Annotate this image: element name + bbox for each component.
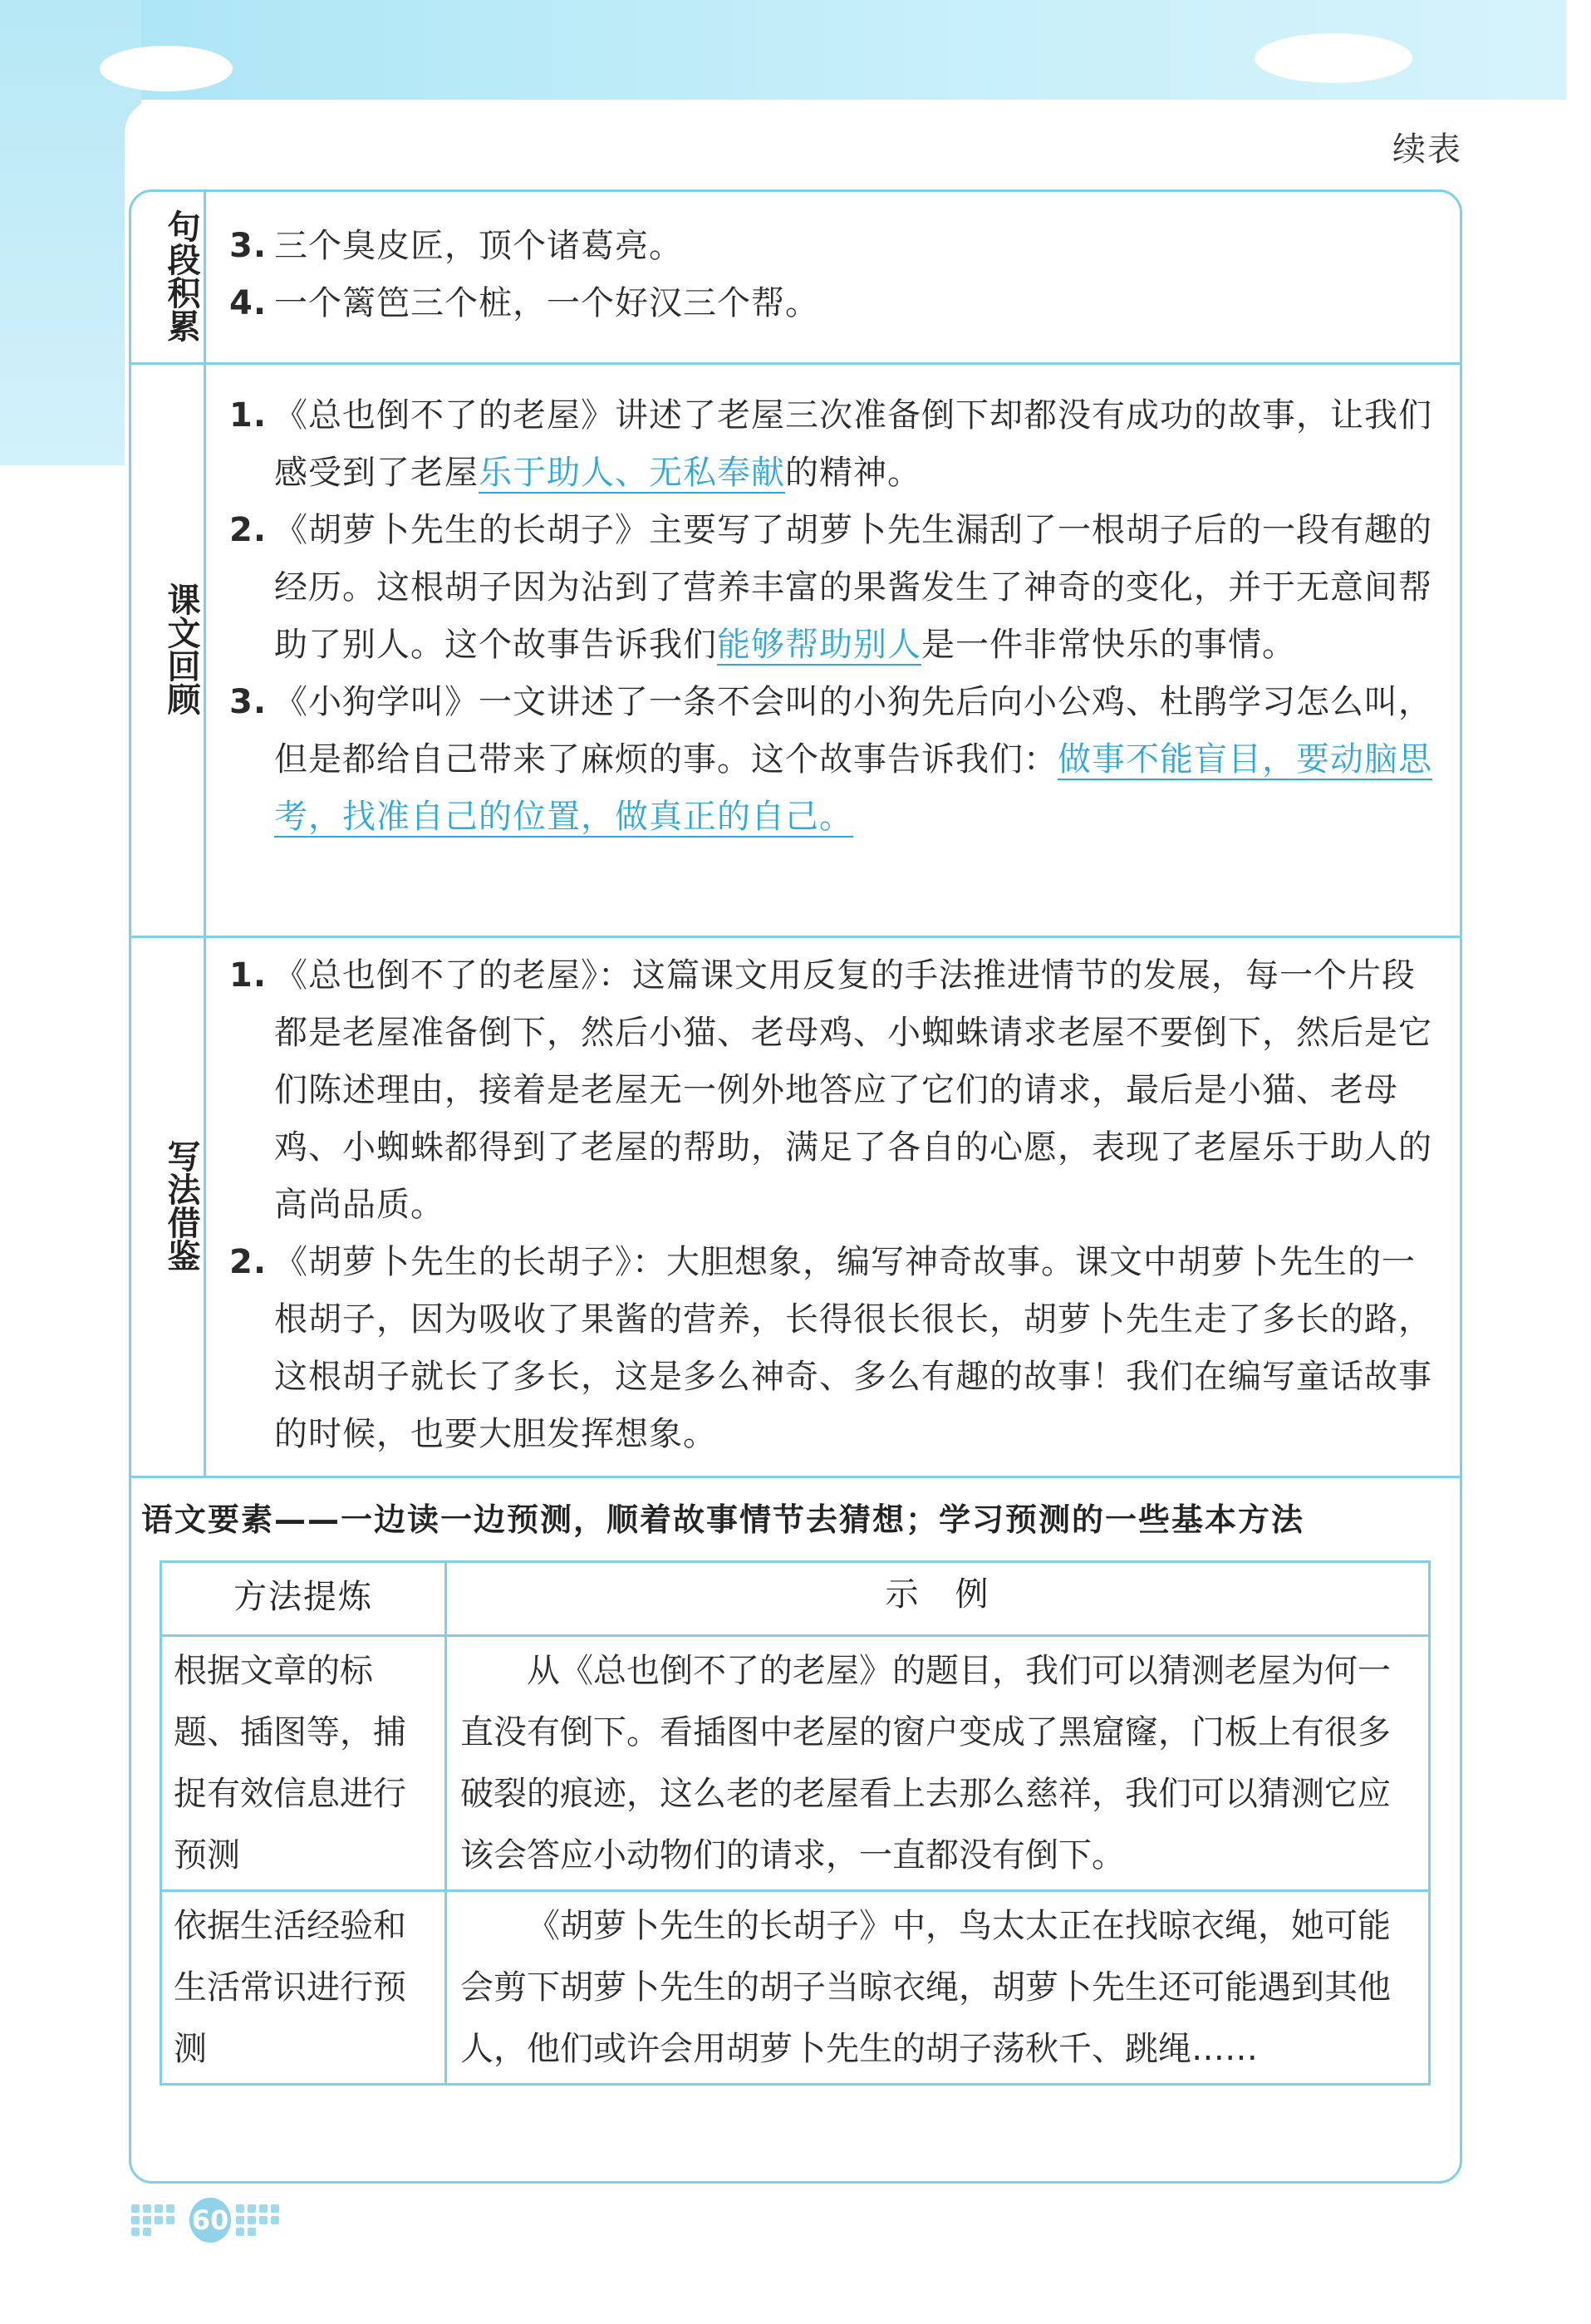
list-item: [223, 275, 1444, 332]
continued-label: 续表: [1392, 130, 1462, 169]
item-number: 4.: [229, 284, 268, 322]
table-row: [161, 1636, 1430, 1891]
item-text: 三个臭皮匠，顶个诸葛亮。: [274, 227, 683, 265]
item-text: 《胡萝卜先生的长胡子》：大胆想象，编写神奇故事。课文中胡萝卜先生的一根胡子，因为吸收了果酱的营养，长得很长很长，胡萝卜先生走了多长的路，这根胡子就长了多长，这是多么神奇、多么有趣的故事！我们在编写童话故事的时候，也要大胆发挥想象。: [274, 1243, 1432, 1453]
answer-text: 能够帮助别人: [717, 626, 921, 664]
item-text: 《总也倒不了的老屋》讲述了老屋三次准备倒下却都没有成功的故事，让我们感受到了老屋: [274, 396, 1432, 492]
list-item: [223, 387, 1444, 502]
example-cell: 《胡萝卜先生的长胡子》中，鸟太太正在找晾衣绳，她可能会剪下胡萝卜先生的胡子当晾衣绳，胡萝卜先生还可能遇到其他人，他们或许会用胡萝卜先生的胡子荡秋千、跳绳……: [446, 1891, 1430, 2085]
dot-pattern-decoration: [236, 2204, 289, 2236]
section-label: 句段积累: [162, 209, 200, 342]
page-number: 60: [189, 2198, 231, 2243]
section-label: 写法借鉴: [162, 1139, 200, 1272]
column-header: 示 例: [446, 1562, 1430, 1636]
item-number: 1.: [229, 396, 268, 435]
list-item: [223, 1234, 1444, 1463]
column-header: 方法提炼: [161, 1562, 446, 1636]
answer-text: 做事不能盲目，要动脑思考，找准自己的位置，做真正的自己。: [274, 740, 1432, 836]
cloud-decoration: [100, 46, 233, 91]
label-column-divider: [204, 189, 206, 1476]
list-item: [223, 947, 1444, 1234]
item-number: 2.: [229, 1243, 268, 1281]
item-number: 3.: [229, 683, 268, 721]
method-cell: 根据文章的标题、插图等，捕捉有效信息进行预测: [161, 1636, 446, 1891]
list-item: [223, 218, 1444, 275]
item-text: 《小狗学叫》一文讲述了一条不会叫的小狗先后向小公鸡、杜鹃学习怎么叫，但是都给自己带来了麻烦的事。这个故事告诉我们：: [274, 683, 1432, 779]
item-text: 《总也倒不了的老屋》：这篇课文用反复的手法推进情节的发展，每一个片段都是老屋准备倒下，然后小猫、老母鸡、小蜘蛛请求老屋不要倒下，然后是它们陈述理由，接着是老屋无一例外地答应了它们的请求，最后是小猫、老母鸡、小蜘蛛都得到了老屋的帮助，满足了各自的心愿，表现了老屋乐于助人的高尚品质。: [274, 956, 1432, 1224]
dot-pattern-decoration: [131, 2204, 184, 2236]
section-content: [223, 218, 1444, 332]
answer-text: 乐于助人、无私奉献: [479, 454, 785, 492]
section-content: [223, 387, 1444, 846]
page-number-badge: [131, 2202, 289, 2238]
cloud-decoration: [1255, 33, 1412, 83]
item-number: 2.: [229, 511, 268, 549]
example-cell: 从《总也倒不了的老屋》的题目，我们可以猜测老屋为何一直没有倒下。看插图中老屋的窗户变成了黑窟窿，门板上有很多破裂的痕迹，这么老的老屋看上去那么慈祥，我们可以猜测它应该会答应小动物们的请求，一直都没有倒下。: [446, 1636, 1430, 1891]
item-text: 的精神。: [785, 454, 921, 492]
section-divider: [129, 1476, 1462, 1478]
section-content: [223, 947, 1444, 1463]
list-item: [223, 502, 1444, 674]
list-item: [223, 674, 1444, 846]
methods-table: [160, 1560, 1431, 2086]
item-text: 一个篱笆三个桩，一个好汉三个帮。: [274, 284, 819, 322]
section-label: 课文回顾: [162, 582, 200, 715]
language-element-title: 语文要素——一边读一边预测，顺着故事情节去猜想；学习预测的一些基本方法: [141, 1501, 1305, 1538]
table-header-row: [161, 1562, 1430, 1636]
table-row: [161, 1891, 1430, 2085]
item-number: 1.: [229, 956, 268, 995]
item-text: 《胡萝卜先生的长胡子》主要写了胡萝卜先生漏刮了一根胡子后的一段有趣的经历。这根胡子因为沾到了营养丰富的果酱发生了神奇的变化，并于无意间帮助了别人。这个故事告诉我们: [274, 511, 1432, 664]
item-number: 3.: [229, 227, 268, 265]
item-text: 是一件非常快乐的事情。: [921, 626, 1296, 664]
method-cell: 依据生活经验和生活常识进行预测: [161, 1891, 446, 2085]
